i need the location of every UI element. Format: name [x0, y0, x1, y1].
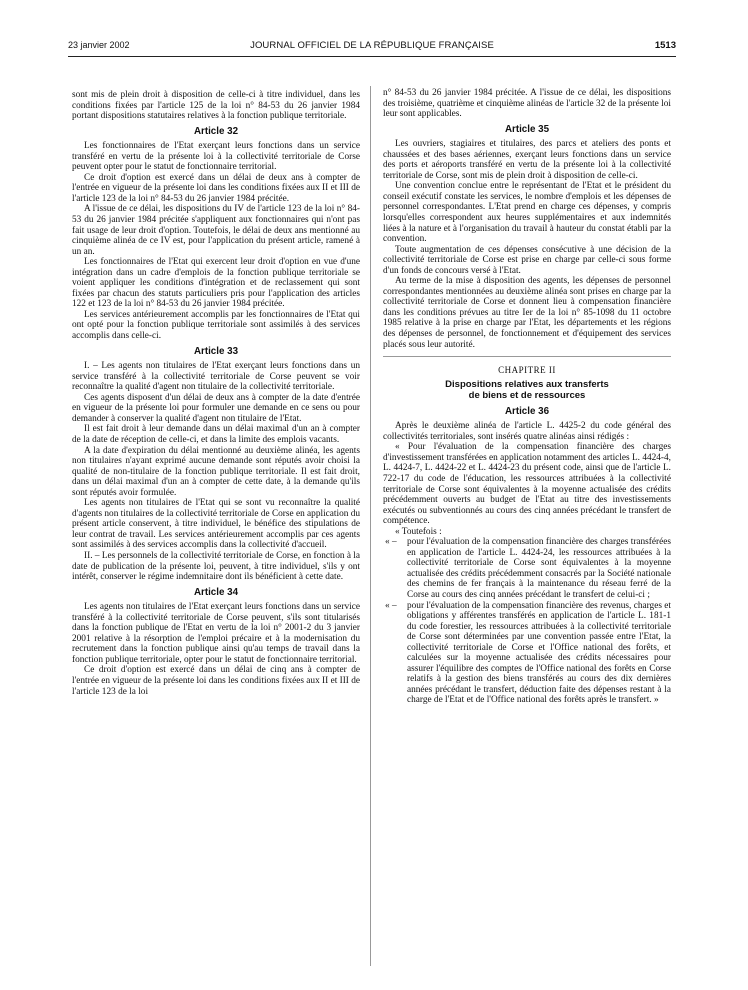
- header-rule: [68, 56, 676, 57]
- article-34-heading: Article 34: [193, 586, 239, 598]
- paragraph: Les agents non titulaires de l'Etat exerçant leurs fonctions dans un service transféré à la collectivité territoriale de Corse peuvent, s'ils sont titularisés dans la fonction publique de l'Etat en vertu de la loi n° 2001-2 du 3 janvier 2001 relative à la résorption de l'emploi précaire et à la modernisation du recrutement dans la fonction publique ainsi qu'au temps de travail dans la fonction publique territoriale, opter pour le statut de fonctionnaire territorial.: [72, 602, 360, 665]
- paragraph: I. – Les agents non titulaires de l'Etat exerçant leurs fonctions dans un service transféré à la collectivité territoriale de Corse peuvent se voir reconnaître la qualité d'agent non titulaire de la collectivité territoriale.: [72, 361, 360, 393]
- list-item: [383, 601, 671, 706]
- header-date: 23 janvier 2002: [68, 40, 130, 50]
- paragraph: A la date d'expiration du délai mentionné au deuxième alinéa, les agents non titulaires n'ayant exprimé aucune demande sont réputés avoir choisi la qualité de non-titulaire de la fonction publique territoriale. Il est fait droit, dans un délai maximal d'un an à compter de cette date, à la demande qu'ils sont réputés avoir formulée.: [72, 445, 360, 498]
- page-header: [68, 40, 676, 54]
- paragraph: n° 84-53 du 26 janvier 1984 précitée. A l'issue de ce délai, les dispositions des troisième, quatrième et cinquième alinéas de l'article 32 de la présente loi leur sont applicables.: [383, 88, 671, 120]
- paragraph: Les ouvriers, stagiaires et titulaires, des parcs et ateliers des ponts et chaussées et des bases aériennes, exerçant leurs fonctions dans un service des ports et aéroports transféré en vertu de la présente loi à la collectivité territoriale de Corse, sont mis de plein droit à disposition de celle-ci.: [383, 139, 671, 181]
- paragraph: Les fonctionnaires de l'Etat qui exercent leur droit d'option en vue d'une intégration dans un cadre d'emplois de la fonction publique territoriale se voient appliquer les conditions d'intégration et de reclassement qui sont fixées par chacun des statuts particuliers pris pour l'application des articles 122 et 123 de la loi n° 84-53 du 26 janvier 1984 précitée.: [72, 257, 360, 310]
- paragraph: sont mis de plein droit à disposition de celle-ci à titre individuel, dans les conditions fixées par l'article 125 de la loi n° 84-53 du 26 janvier 1984 portant dispositions statutaires relatives à la fonction publique territoriale.: [72, 90, 360, 122]
- paragraph: Une convention conclue entre le représentant de l'Etat et le président du conseil exécutif constate les services, le nombre d'emplois et les dépenses de personnel correspondantes. L'Etat prend en charge ces dépenses, y compris lorsqu'elles correspondent aux heures supplémentaires et aux indemnités liées à la nature et à l'organisation du travail à hauteur du constat établi par la convention.: [383, 181, 671, 245]
- header-journal-title: JOURNAL OFFICIEL DE LA RÉPUBLIQUE FRANÇAISE: [250, 40, 494, 51]
- paragraph: Au terme de la mise à disposition des agents, les dépenses de personnel correspondantes mentionnées au deuxième alinéa sont prises en charge par la collectivité territoriale de Corse et donnent lieu à compensation financière dans les conditions prévues au titre Ier de la loi n° 85-1098 du 11 octobre 1985 relative à la prise en charge par l'Etat, les départements et les régions des dépenses de personnel, de fonctionnement et d'équipement des services placés sous leur autorité.: [383, 276, 671, 350]
- column-separator: [370, 86, 371, 966]
- paragraph: Les fonctionnaires de l'Etat exerçant leurs fonctions dans un service transféré en vertu de la présente loi à la collectivité territoriale de Corse peuvent opter pour le statut de fonctionnaire territorial.: [72, 141, 360, 173]
- paragraph: Ce droit d'option est exercé dans un délai de deux ans à compter de l'entrée en vigueur de la présente loi dans les conditions fixées aux II et III de l'article 123 de la loi n° 84-53 du 26 janvier 1984 précitée.: [72, 172, 360, 204]
- paragraph: A l'issue de ce délai, les dispositions du IV de l'article 123 de la loi n° 84-53 du 26 janvier 1984 précitée s'appliquent aux fonctionnaires qui n'ont pas fait usage de leur droit d'option. Toutefois, le délai de deux ans mentionné au cinquième alinéa de ce IV est, pour l'application du présent article, ramené à un an.: [72, 204, 360, 257]
- paragraph: Il est fait droit à leur demande dans un délai maximal d'un an à compter de la date de réception de celle-ci, et dans la limite des emplois vacants.: [72, 424, 360, 445]
- list-item: [383, 537, 671, 600]
- chapter-title-line-1: Dispositions relatives aux transferts: [445, 378, 609, 390]
- paragraph: Ces agents disposent d'un délai de deux ans à compter de la date d'entrée en vigueur de la présente loi pour formuler une demande en ce sens ou pour demander à conserver la qualité d'agent non titulaire de l'Etat.: [72, 392, 360, 424]
- article-35-heading: Article 35: [504, 123, 550, 135]
- paragraph: « Pour l'évaluation de la compensation financière des charges d'investissement transférées en application notamment des articles L. 4424-4, L. 4424-7, L. 4424-22 et L. 4424-23 du présent code, ainsi que de l'article L. 722-17 du code de l'éducation, les ressources attribuées à la collectivité territoriale de Corse sont équivalentes à la moyenne actualisée des crédits précédemment ouverts au budget de l'Etat au titre des investissements exécutés ou subventionnés au cours des cinq années précédant le transfert de compétence.: [383, 442, 671, 527]
- list-item-text: pour l'évaluation de la compensation financière des revenus, charges et obligations y afférentes transférés en application de l'article L. 181-1 du code forestier, les ressources attribuées à la collectivité territoriale de Corse sont déterminées par une convention passée entre l'Etat, la collectivité territoriale de Corse et l'Office national des forêts, et calculées sur la moyenne actualisée des crédits nécessaires pour assurer l'équilibre des comptes de l'Office national des forêts en Corse relatifs à la gestion des biens transférés au cours des dix dernières années précédant le transfert, déduction faite des dépenses restant à la charge de l'Etat et de l'Office national des forêts après le transfert. »: [407, 600, 671, 706]
- header-page-number: 1513: [654, 40, 676, 51]
- article-36-heading: Article 36: [504, 405, 550, 417]
- left-column: [72, 90, 360, 697]
- chapter-heading: CHAPITRE II: [498, 365, 556, 376]
- paragraph: Toute augmentation de ces dépenses consécutive à une décision de la collectivité territoriale de Corse est prise en charge par celle-ci sous forme d'un fonds de concours versé à l'Etat.: [383, 244, 671, 276]
- section-divider: [383, 356, 671, 357]
- paragraph: II. – Les personnels de la collectivité territoriale de Corse, en fonction à la date de publication de la présente loi, peuvent, à titre individuel, s'ils y ont intérêt, conserver le régime indemnitaire dont ils bénéficient à cette date.: [72, 550, 360, 583]
- article-33-heading: Article 33: [193, 345, 239, 357]
- article-32-heading: Article 32: [193, 125, 239, 137]
- list-item-marker: « –: [385, 600, 397, 611]
- paragraph: Les services antérieurement accomplis par les fonctionnaires de l'Etat qui ont opté pour la fonction publique territoriale sont assimilés à des services accomplis dans celle-ci.: [72, 309, 360, 342]
- list-item-marker: « –: [385, 537, 397, 548]
- chapter-title-line-2: de biens et de ressources: [468, 389, 586, 401]
- paragraph: Les agents non titulaires de l'Etat qui se sont vu reconnaître la qualité d'agents non titulaires de la collectivité territoriale de Corse en application du présent article conservent, à titre individuel, le bénéfice des stipulations de leur contrat de travail. Les services antérieurement accomplis par ces agents sont assimilés à des services accomplis dans la collectivité d'accueil.: [72, 498, 360, 551]
- paragraph: Après le deuxième alinéa de l'article L. 4425-2 du code général des collectivités territoriales, sont insérés quatre alinéas ainsi rédigés :: [383, 421, 671, 442]
- paragraph: Ce droit d'option est exercé dans un délai de cinq ans à compter de l'entrée en vigueur de la présente loi dans les conditions fixées aux II et III de l'article 123 de la loi: [72, 665, 360, 697]
- paragraph: « Toutefois :: [395, 526, 442, 537]
- right-column: [383, 88, 671, 706]
- list-item-text: pour l'évaluation de la compensation financière des charges transférées en application de l'article L. 4424-24, les ressources attribuées à la collectivité territoriale de Corse sont équivalentes à la moyenne actualisée des crédits précédemment consacrés par la Société nationale des chemins de fer français à la maintenance du réseau ferré de la Corse au cours des cinq années précédant le transfert de celui-ci ;: [407, 537, 671, 600]
- chapter-title: [383, 379, 671, 401]
